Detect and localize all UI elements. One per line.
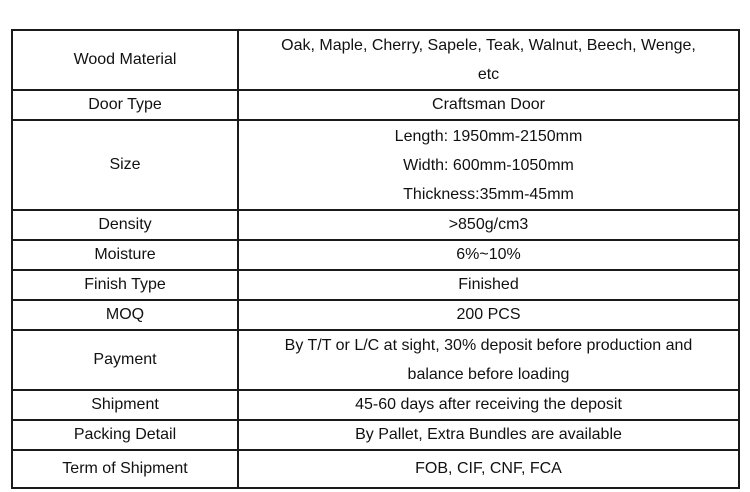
wood-material-label: Wood Material <box>12 30 238 90</box>
moisture-label: Moisture <box>12 240 238 270</box>
size-value-thickness: Thickness:35mm-45mm <box>403 185 574 203</box>
table-row-payment <box>12 330 739 390</box>
wood-material-value-line-2: etc <box>477 66 500 83</box>
table-row-density <box>12 210 739 240</box>
term-of-shipment-label: Term of Shipment <box>12 450 238 488</box>
density-label: Density <box>12 210 238 240</box>
table-row-finish-type <box>12 270 739 300</box>
product-spec-table <box>11 29 738 489</box>
door-type-label: Door Type <box>12 90 238 120</box>
finish-type-value: Finished <box>238 270 739 300</box>
finish-type-label: Finish Type <box>12 270 238 300</box>
spec-table <box>11 29 740 489</box>
table-row-wood-material <box>12 30 739 90</box>
size-value-length: Length: 1950mm-2150mm <box>394 127 583 145</box>
table-row-term-of-shipment <box>12 450 739 488</box>
door-type-value: Craftsman Door <box>238 90 739 120</box>
size-value <box>238 120 739 210</box>
packing-detail-label: Packing Detail <box>12 420 238 450</box>
table-row-moq <box>12 300 739 330</box>
density-value: >850g/cm3 <box>238 210 739 240</box>
wood-material-value <box>238 30 739 90</box>
table-row-packing-detail <box>12 420 739 450</box>
moq-value: 200 PCS <box>238 300 739 330</box>
table-row-size <box>12 120 739 210</box>
payment-value <box>238 330 739 390</box>
moq-label: MOQ <box>12 300 238 330</box>
payment-value-line-1: By T/T or L/C at sight, 30% deposit before production and <box>284 337 693 354</box>
term-of-shipment-value: FOB, CIF, CNF, FCA <box>238 450 739 488</box>
table-row-door-type <box>12 90 739 120</box>
payment-label: Payment <box>12 330 238 390</box>
packing-detail-value: By Pallet, Extra Bundles are available <box>238 420 739 450</box>
wood-material-value-line-1: Oak, Maple, Cherry, Sapele, Teak, Walnut, Beech, Wenge, <box>281 37 696 54</box>
moisture-value: 6%~10% <box>238 240 739 270</box>
shipment-label: Shipment <box>12 390 238 420</box>
table-row-shipment <box>12 390 739 420</box>
size-value-width: Width: 600mm-1050mm <box>403 156 574 174</box>
table-row-moisture <box>12 240 739 270</box>
shipment-value: 45-60 days after receiving the deposit <box>238 390 739 420</box>
size-label: Size <box>12 120 238 210</box>
payment-value-line-2: balance before loading <box>407 366 570 383</box>
